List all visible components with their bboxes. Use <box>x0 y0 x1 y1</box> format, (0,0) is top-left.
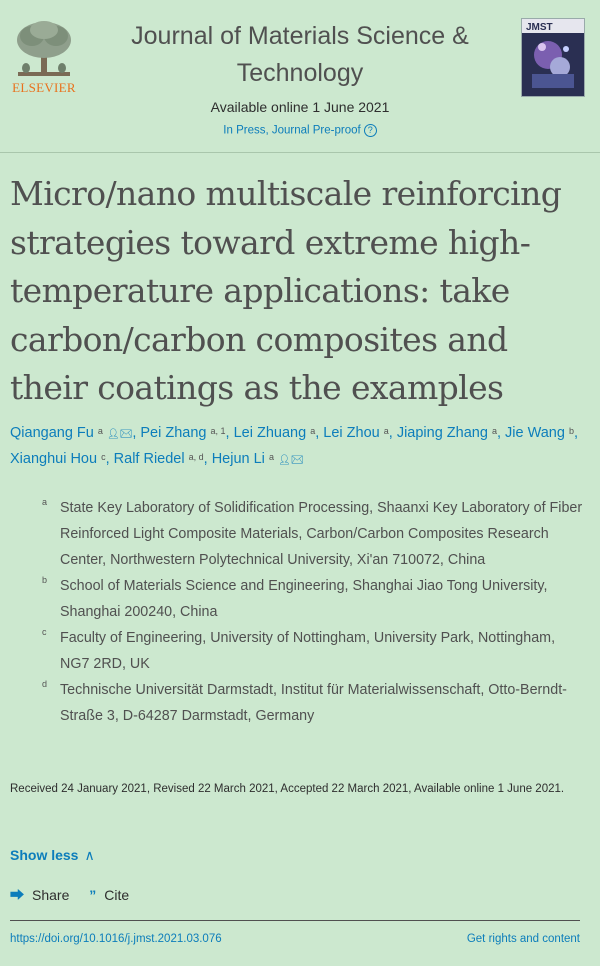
publisher-wordmark: ELSEVIER <box>12 80 76 95</box>
author-list: Qiangang Fu $^a$ 👤︎✉︎, Pei Zhang $^{a, 1}$, Lei Zhuang $^a$, Lei Zhou $^a$, Jiaping Zhang $^a$, Jie Wang $^b$, Xianghui Hou $^c$, Ralf Riedel $^{a, d}$, Hejun Li $^a$ 👤︎✉︎ <box>10 425 579 467</box>
share-icon: ⮕︎ <box>10 887 24 903</box>
cite-label: Cite <box>104 887 130 903</box>
affiliation-label: c <box>42 627 47 637</box>
author-link[interactable]: Hejun Li $^a$ 👤︎✉︎ <box>211 451 304 467</box>
journal-title[interactable]: Journal of Materials Science & Technology <box>131 22 469 87</box>
affiliation-item <box>42 625 587 677</box>
affiliation-label: a <box>42 497 48 507</box>
article-title: Micro/nano multiscale reinforcing strategies toward extreme high-temperature applications: take carbon/carbon composites and their coatings as the examples <box>10 174 562 407</box>
show-less-button[interactable] <box>10 847 95 864</box>
cover-label: JMST <box>526 22 553 33</box>
affiliation-label: d <box>42 679 48 689</box>
quote-icon: ” <box>89 887 97 903</box>
author-link[interactable]: Qiangang Fu $^a$ 👤︎✉︎ <box>10 425 133 441</box>
mail-icon[interactable]: ✉︎ <box>119 429 133 440</box>
author-link[interactable]: Jie Wang $^b$ <box>505 425 574 441</box>
share-button[interactable] <box>10 885 69 905</box>
rights-link[interactable]: Get rights and content <box>466 933 580 945</box>
affiliation-list <box>42 495 587 729</box>
article-status[interactable] <box>100 124 500 137</box>
person-icon: 👤︎ <box>277 455 291 466</box>
cover-art <box>522 19 584 96</box>
availability-date: Available online 1 June 2021 <box>210 99 390 115</box>
header-divider <box>0 152 600 153</box>
share-label: Share <box>32 887 70 903</box>
author-link[interactable]: Lei Zhuang $^a$ <box>233 425 316 441</box>
mail-icon[interactable]: ✉︎ <box>290 455 304 466</box>
affiliation-label: b <box>42 575 48 585</box>
article-history-dates: Received 24 January 2021, Revised 22 March 2021, Accepted 22 March 2021, Available online 1 June 2021. <box>10 783 565 795</box>
author-link[interactable]: Jiaping Zhang $^a$ <box>396 425 497 441</box>
affiliation-text: Faculty of Engineering, University of Nottingham, University Park, Nottingham, NG7 2RD, UK <box>60 630 556 672</box>
author-link[interactable]: Pei Zhang $^{a, 1}$ <box>140 425 226 441</box>
journal-header <box>0 0 600 150</box>
author-link[interactable]: Ralf Riedel $^{a, d}$ <box>113 451 204 467</box>
journal-info <box>100 18 500 137</box>
affiliation-item <box>42 495 587 573</box>
doi-link[interactable]: https://doi.org/10.1016/j.jmst.2021.03.076 <box>10 933 222 945</box>
affiliation-text: School of Materials Science and Engineering, Shanghai Jiao Tong University, Shanghai 200240, China <box>60 578 548 620</box>
article-status-label[interactable]: In Press, Journal Pre-proof <box>223 124 361 137</box>
article-actions <box>10 885 145 905</box>
footer-divider <box>10 920 580 921</box>
elsevier-logo[interactable] <box>8 18 80 98</box>
person-icon: 👤︎ <box>106 429 120 440</box>
affiliation-item <box>42 677 587 729</box>
elsevier-tree-icon <box>14 18 74 78</box>
journal-cover-image[interactable] <box>521 18 585 97</box>
affiliation-item <box>42 573 587 625</box>
affiliation-text: State Key Laboratory of Solidification Processing, Shaanxi Key Laboratory of Fiber Reinforced Light Composite Materials, Carbon/Carbon Composites Research Center, Northwestern Polytechnical University, Xi'an 710072, China <box>60 500 583 568</box>
show-less-label: Show less <box>10 847 79 863</box>
author-link[interactable]: Xianghui Hou $^c$ <box>10 451 106 467</box>
author-link[interactable]: Lei Zhou $^a$ <box>323 425 389 441</box>
cite-button[interactable] <box>89 887 129 903</box>
affiliation-text: Technische Universität Darmstadt, Institut für Materialwissenschaft, Otto-Berndt-Straße 3, D-64287 Darmstadt, Germany <box>60 682 567 724</box>
chevron-up-icon: ∧ <box>84 847 95 863</box>
question-icon[interactable]: ? <box>364 124 377 137</box>
